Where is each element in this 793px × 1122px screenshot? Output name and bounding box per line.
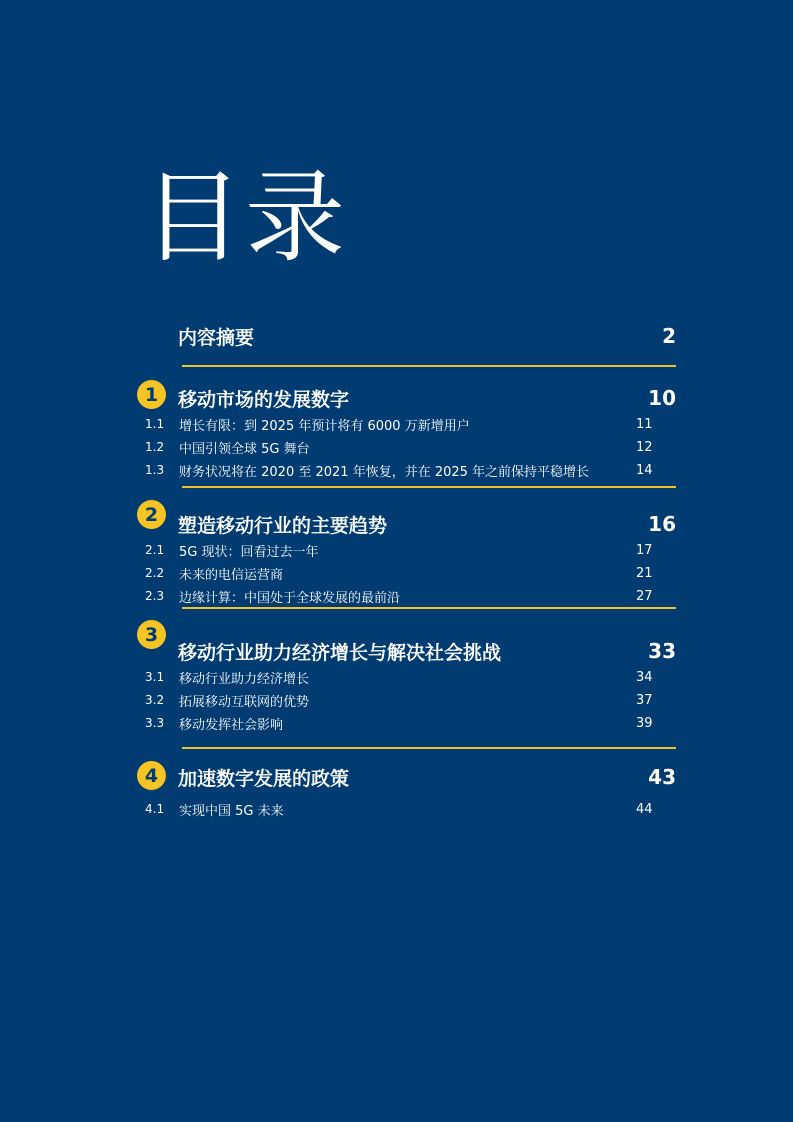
toc-item-page: 17 (636, 542, 653, 558)
toc-section-page: 43 (648, 765, 676, 789)
toc-item-label: 未来的电信运营商 (179, 567, 284, 583)
toc-item[interactable] (145, 460, 676, 480)
toc-section-2[interactable] (178, 511, 676, 537)
toc-item-number: 3.1 (145, 670, 165, 684)
toc-item-page: 21 (636, 565, 653, 581)
toc-item[interactable] (145, 667, 676, 687)
toc-item-page: 12 (636, 439, 653, 455)
toc-item-page: 11 (636, 416, 653, 432)
toc-item-page: 37 (636, 692, 653, 708)
toc-section-page: 16 (648, 512, 676, 536)
toc-item-label: 实现中国 5G 未来 (179, 803, 284, 819)
toc-item-number: 4.1 (145, 802, 165, 816)
toc-section-label: 加速数字发展的政策 (178, 767, 350, 790)
toc-section-label: 移动行业助力经济增长与解决社会挑战 (178, 641, 502, 664)
section-number-badge: 4 (137, 761, 166, 790)
divider (182, 747, 676, 749)
toc-summary[interactable] (178, 323, 676, 349)
toc-item[interactable] (145, 540, 676, 560)
toc-item[interactable] (145, 713, 676, 733)
toc-item-label: 增长有限：到 2025 年预计将有 6000 万新增用户 (179, 418, 470, 434)
toc-item[interactable] (145, 414, 676, 434)
toc-item-number: 2.3 (145, 589, 165, 603)
section-number-badge: 3 (137, 620, 166, 649)
toc-item-label: 移动行业助力经济增长 (179, 671, 310, 687)
toc-section-4[interactable] (178, 764, 676, 790)
toc-section-page: 10 (648, 386, 676, 410)
toc-item-label: 移动发挥社会影响 (179, 717, 284, 733)
toc-item-label: 中国引领全球 5G 舞台 (179, 441, 310, 457)
toc-item-number: 2.2 (145, 566, 165, 580)
toc-section-3[interactable] (178, 638, 676, 664)
toc-item-number: 1.2 (145, 440, 165, 454)
toc-item-number: 3.3 (145, 716, 165, 730)
toc-item-number: 1.3 (145, 463, 165, 477)
toc-section-label: 塑造移动行业的主要趋势 (178, 514, 388, 537)
toc-item-label: 5G 现状：回看过去一年 (179, 544, 319, 560)
section-number-badge: 2 (137, 500, 166, 529)
divider (182, 365, 676, 367)
toc-item-number: 2.1 (145, 543, 165, 557)
toc-item[interactable] (145, 799, 676, 819)
toc-item-page: 27 (636, 588, 653, 604)
toc-item[interactable] (145, 437, 676, 457)
toc-item-number: 1.1 (145, 417, 165, 431)
toc-summary-label: 内容摘要 (178, 326, 255, 349)
toc-item-number: 3.2 (145, 693, 165, 707)
toc-item-page: 44 (636, 801, 653, 817)
divider (182, 486, 676, 488)
section-number-badge: 1 (137, 380, 166, 409)
toc-item-label: 拓展移动互联网的优势 (179, 694, 310, 710)
toc-item-page: 14 (636, 462, 653, 478)
toc-item[interactable] (145, 586, 676, 606)
toc-section-1[interactable] (178, 385, 676, 411)
page-title: 目录 (143, 159, 347, 276)
toc-item-label: 财务状况将在 2020 至 2021 年恢复，并在 2025 年之前保持平稳增长 (179, 464, 590, 480)
divider (182, 607, 676, 609)
toc-item[interactable] (145, 690, 676, 710)
toc-item-page: 39 (636, 715, 653, 731)
toc-summary-page: 2 (662, 324, 676, 348)
toc-item-page: 34 (636, 669, 653, 685)
toc-item[interactable] (145, 563, 676, 583)
toc-item-label: 边缘计算：中国处于全球发展的最前沿 (179, 590, 401, 606)
toc-section-label: 移动市场的发展数字 (178, 388, 350, 411)
toc-section-page: 33 (648, 639, 676, 663)
